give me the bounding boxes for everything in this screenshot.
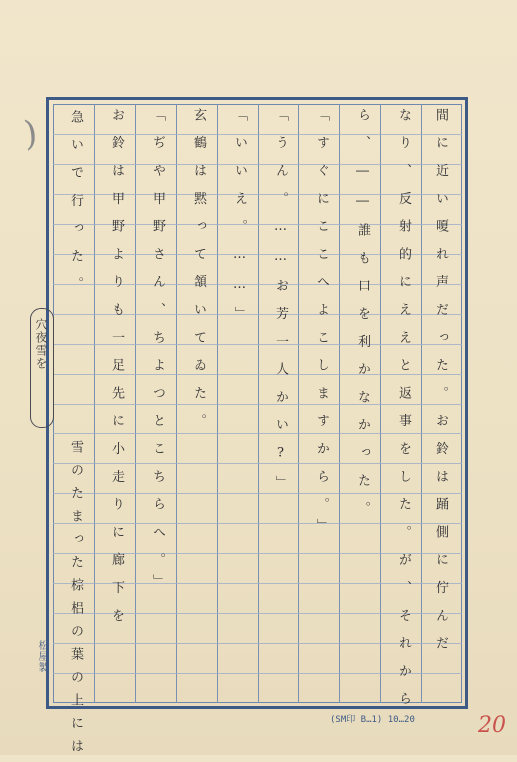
manuscript-column-1: 間に近い嗄れ声だった。お鈴は踊側に佇んだ (433, 108, 448, 664)
manuscript-column-5: 「うん。……お芳一人かい?」 (273, 108, 288, 504)
manuscript-column-10: 急いで行った。 (68, 110, 83, 305)
manuscript-column-4: 「すぐにここへよこしますから。」 (314, 108, 329, 547)
manuscript-column-2: なり、反射的にええと返事をした。が、それから (396, 108, 411, 720)
paper-spec: (SM印 B…1) 10…20 (330, 715, 415, 725)
page-number: 20 (478, 713, 506, 738)
margin-note: 穴夜雪を (34, 318, 48, 370)
manuscript-column-11: 雪のたまった棕梠の葉の上には (68, 440, 83, 762)
manuscript-column-7: 玄鶴は黙って頷いてゐた。 (191, 108, 206, 442)
manuscript-column-3: ら、――誰も口を利かなかった。 (355, 108, 370, 529)
manuscript-column-8: 「ぢや甲野さん、ちよつとこちらへ。」 (150, 108, 165, 602)
manuscript-column-9: お鈴は甲野よりも一足先に小走りに廊下を (109, 108, 124, 637)
publisher-mark: 松屋製 (36, 640, 47, 673)
pencil-mark: ) (21, 113, 40, 155)
manuscript-column-6: 「いいえ。……」 (232, 108, 247, 335)
